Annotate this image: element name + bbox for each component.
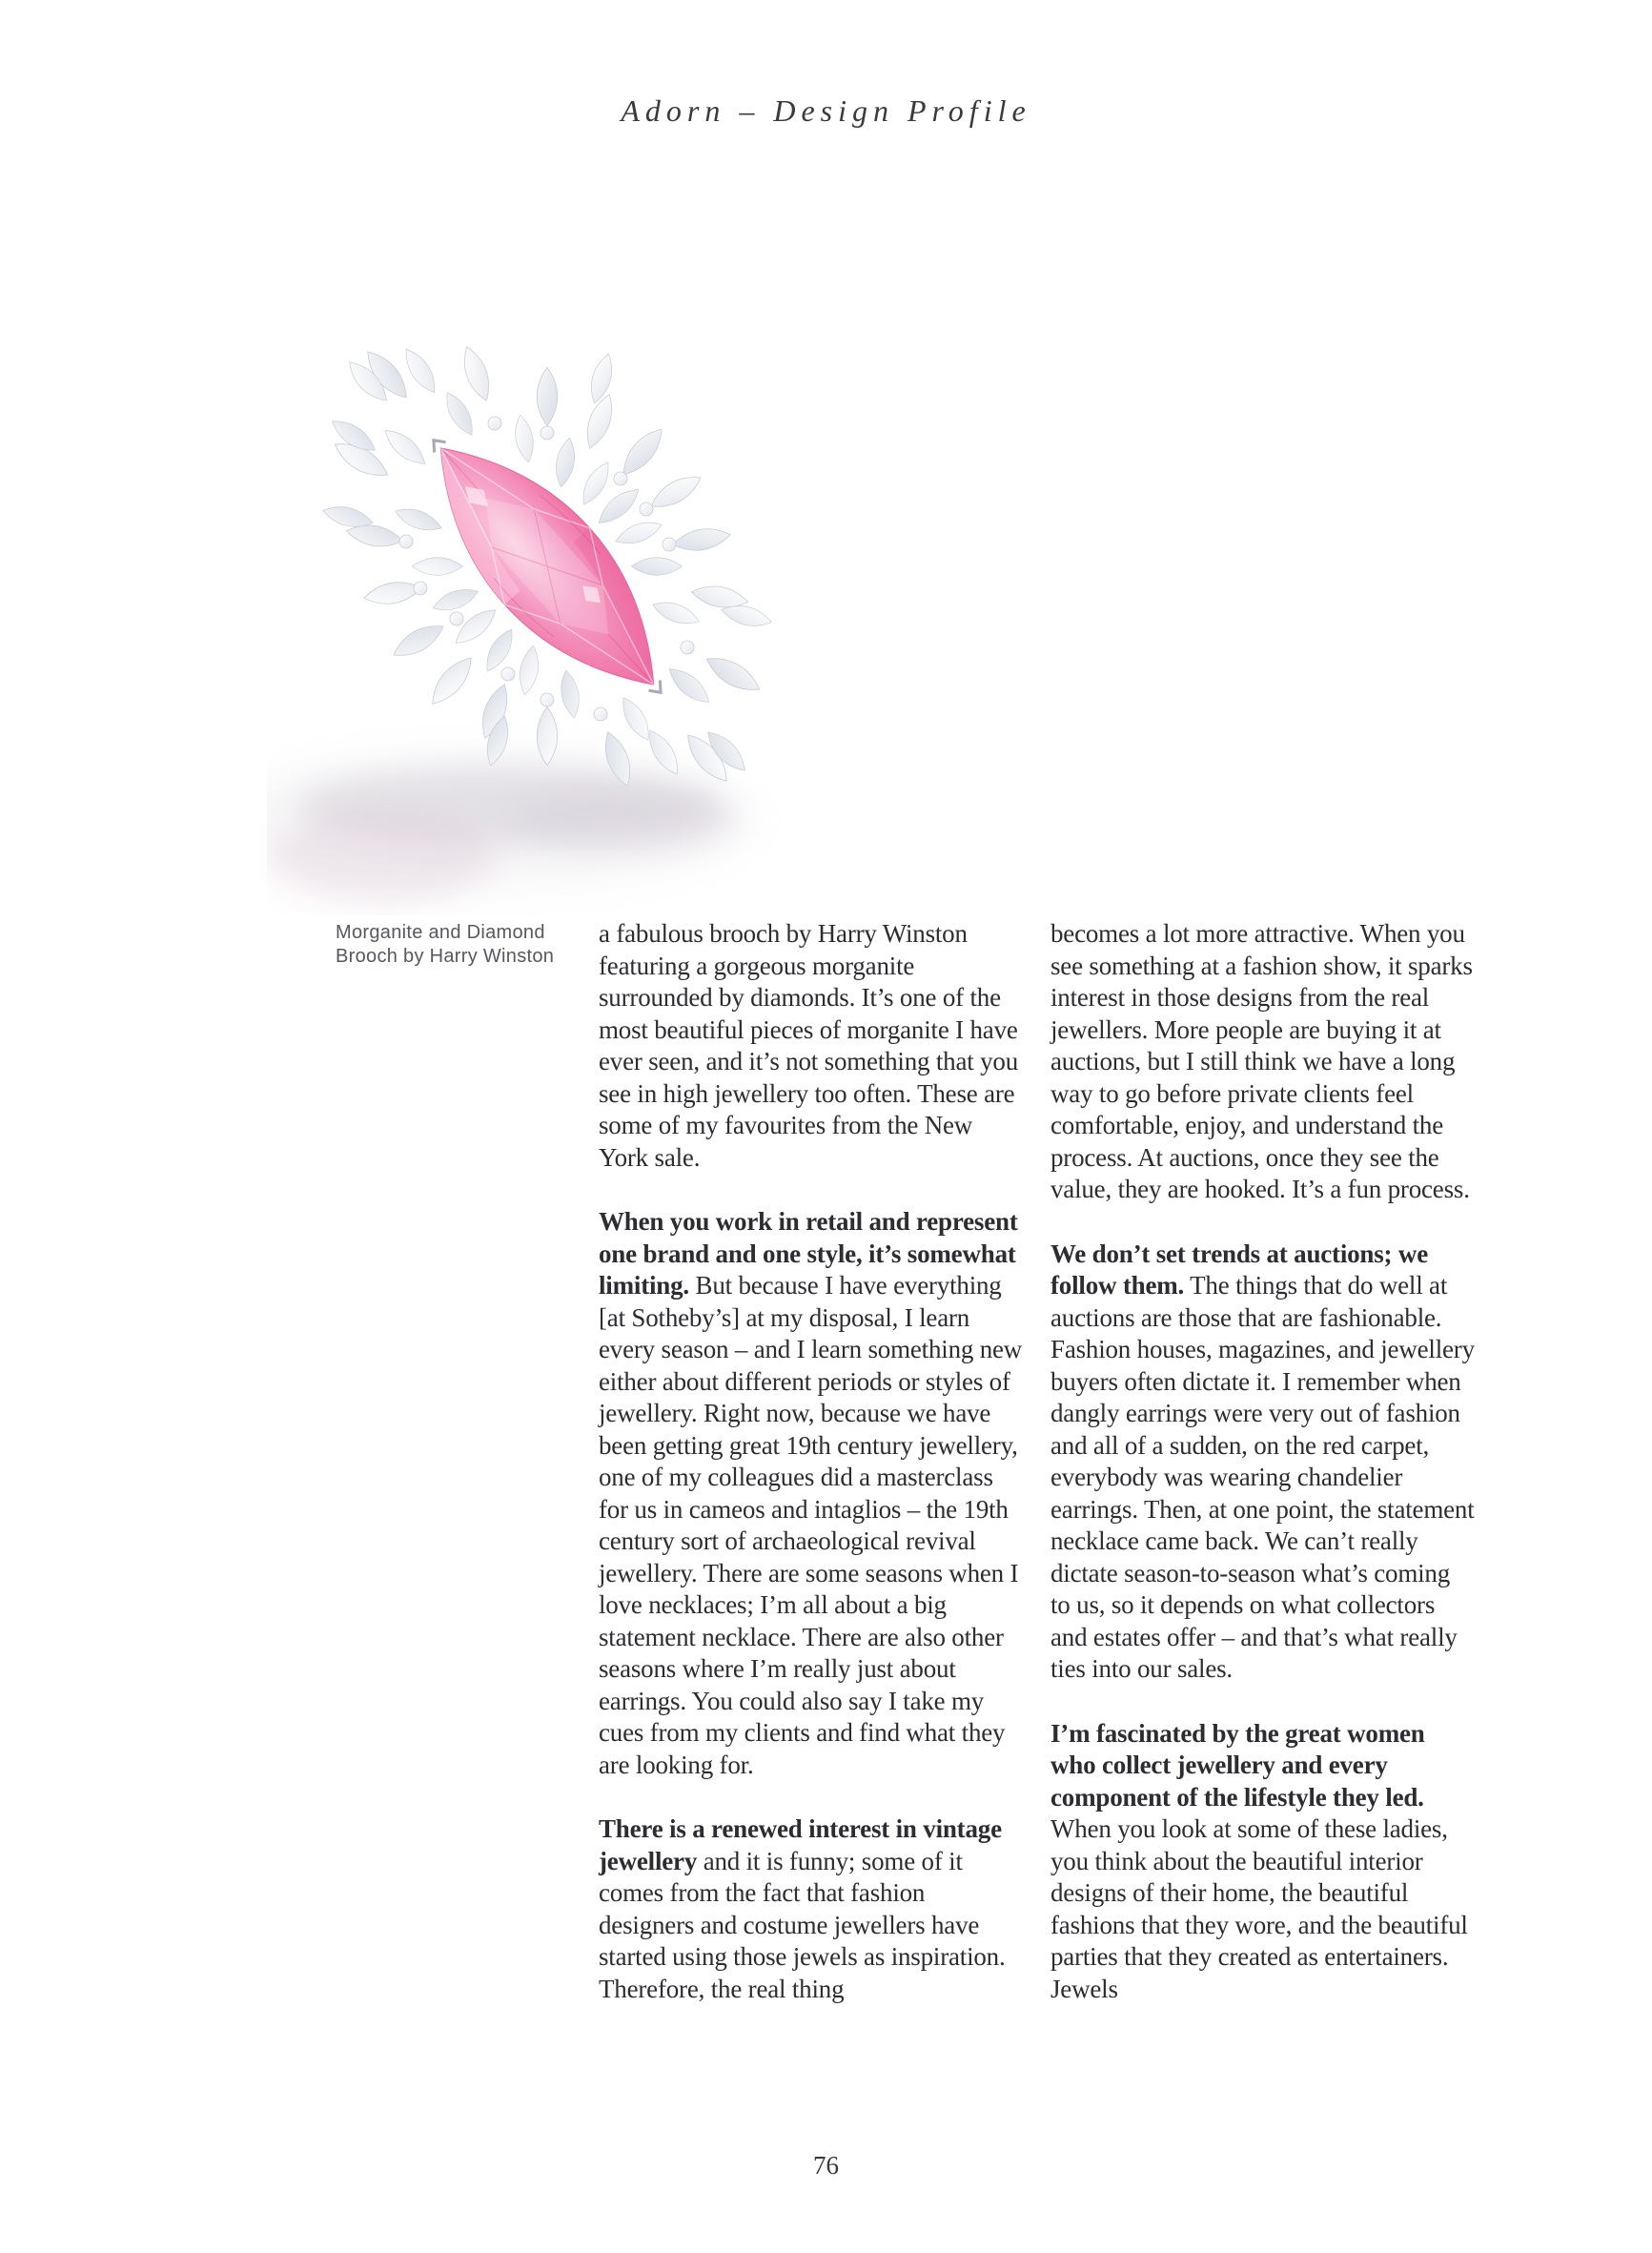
paragraph-body: a fabulous brooch by Harry Winston featuring a gorgeous morganite surrounded by diamonds. It’s one of the most beautiful pieces of morganite I have ever seen, and it’s not something that you see in high jewellery too often. These are some of my favourites from the New York sale. [599, 919, 1019, 1172]
paragraph [1050, 1718, 1475, 2006]
paragraph-lead: We don’t set trends at auctions; we follow them. [1050, 1239, 1428, 1300]
image-caption-line1: Morganite and Diamond [336, 922, 545, 943]
paragraph [1050, 1239, 1475, 1686]
image-caption-line2: Brooch by Harry Winston [336, 946, 555, 967]
brooch-shadow [267, 753, 753, 904]
paragraph-body: But because I have everything [at Sotheby’s] at my disposal, I learn every season – and I learn something new either about different periods or styles of jewellery. Right now, because we have been getting great 19th century jewellery, one of my colleagues did a masterclass for us in cameos and intaglios – the 19th century sort of archaeological revival jewellery. There are some seasons when I love necklaces; I’m all about a big statement necklace. There are also other seasons where I’m really just about earrings. You could also say I take my cues from my clients and find what they are looking for. [599, 1271, 1023, 1779]
paragraph-lead: When you work in retail and represent one brand and one style, it’s somewhat limiting. [599, 1207, 1018, 1300]
paragraph [1050, 918, 1475, 1206]
paragraph-lead: I’m fascinated by the great women who collect jewellery and every component of the lifestyle they led. [1050, 1718, 1425, 1812]
paragraph-body: The things that do well at auctions are those that are fashionable. Fashion houses, magazines, and jewellery buyers often dictate it. I remember when dangly earrings were very out of fashion and all of a sudden, on the red carpet, everybody was wearing chandelier earrings. Then, at one point, the statement necklace came back. We can’t really dictate season-to-season what’s coming to us, so it depends on what collectors and estates offer – and that’s what really ties into our sales. [1050, 1271, 1475, 1683]
paragraph [599, 1813, 1023, 2005]
page-header: Adorn – Design Profile [621, 93, 1031, 128]
paragraph [599, 918, 1023, 1174]
article-column-2 [1050, 918, 1475, 2005]
image-caption [336, 921, 574, 969]
paragraph [599, 1206, 1023, 1781]
page-number: 76 [813, 2151, 839, 2180]
paragraph-lead: There is a renewed interest in vintage jewellery [599, 1814, 1002, 1875]
article-column-1 [599, 918, 1023, 2005]
paragraph-body: When you look at some of these ladies, you think about the beautiful interior designs of their home, the beautiful fashions that they wore, and the beautiful parties that they created as entertainers. Jewels [1050, 1814, 1468, 2003]
paragraph-body: becomes a lot more attractive. When you see something at a fashion show, it sparks interest in those designs from the real jewellers. More people are buying it at auctions, but I still think we have a long way to go before private clients feel comfortable, enjoy, and understand the process. At auctions, once they see the value, they are hooked. It’s a fun process. [1050, 919, 1473, 1203]
brooch-illustration [267, 324, 839, 915]
paragraph-body: and it is funny; some of it comes from the fact that fashion designers and costume jewellers have started using those jewels as inspiration. Therefore, the real thing [599, 1846, 1006, 2003]
brooch-image [267, 324, 839, 915]
